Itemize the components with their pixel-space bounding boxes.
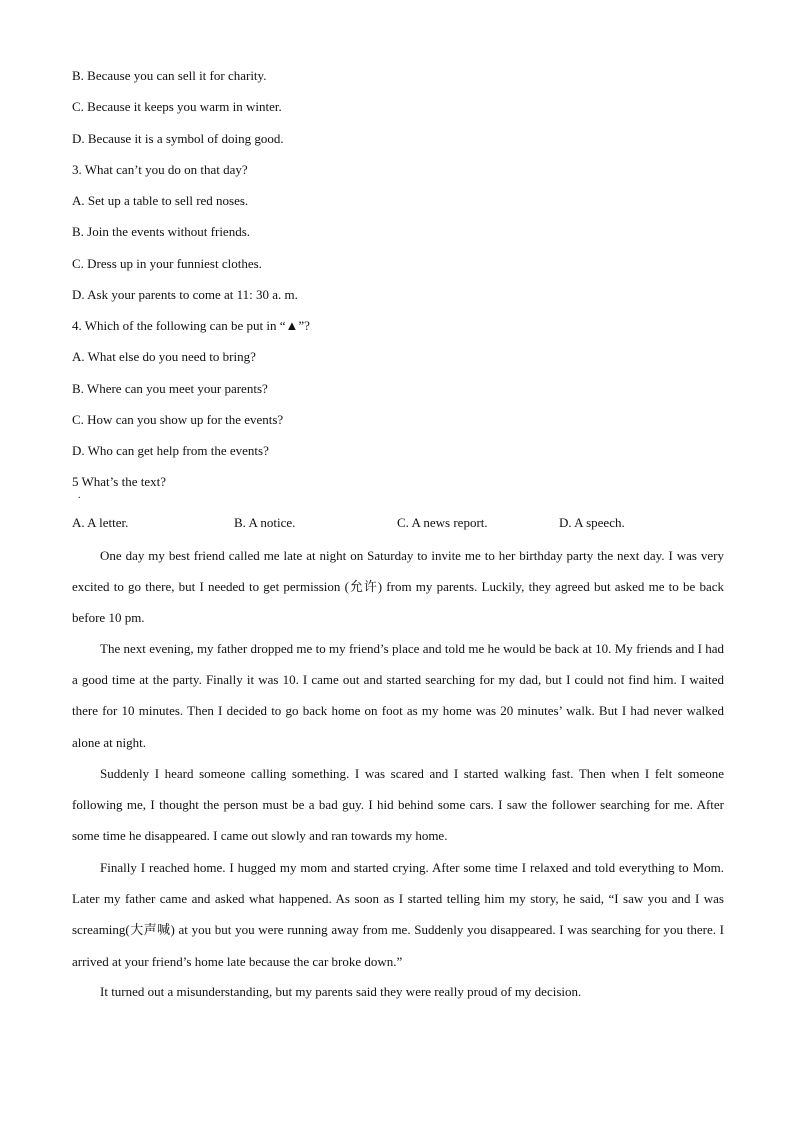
q2-option-c: C. Because it keeps you warm in winter.: [72, 99, 282, 114]
q5-stem-dot: .: [78, 490, 81, 501]
q5-option-c: C. A news report.: [397, 515, 488, 530]
q4-stem: 4. Which of the following can be put in “▲”?: [72, 318, 310, 333]
passage-paragraph-5: It turned out a misunderstanding, but my parents said they were really proud of my decision.: [100, 984, 582, 999]
q3-option-a: A. Set up a table to sell red noses.: [72, 193, 249, 208]
q4-option-b: B. Where can you meet your parents?: [72, 381, 268, 396]
q4-option-a: A. What else do you need to bring?: [72, 349, 256, 364]
passage-paragraph-1: One day my best friend called me late at night on Saturday to invite me to her birthday party the next day. I was very excited to go there, but I needed to get permission (允许) from my parents. Luckily, they agreed but asked me to be back before 10 pm.: [72, 548, 724, 626]
q4-option-d: D. Who can get help from the events?: [72, 443, 269, 458]
q3-option-d: D. Ask your parents to come at 11: 30 a. m.: [72, 287, 298, 302]
passage-paragraph-2: The next evening, my father dropped me to my friend’s place and told me he would be back at 10. My friends and I had a good time at the party. Finally it was 10. I came out and started searching for my dad, but I could not find him. I waited there for 10 minutes. Then I decided to go back home on foot as my home was 20 minutes’ walk. But I had never walked alone at night.: [72, 641, 724, 750]
q2-option-d: D. Because it is a symbol of doing good.: [72, 131, 284, 146]
q5-option-b: B. A notice.: [234, 515, 296, 530]
q5-option-a: A. A letter.: [72, 515, 129, 530]
q3-option-c: C. Dress up in your funniest clothes.: [72, 256, 262, 271]
q5-option-d: D. A speech.: [559, 515, 625, 530]
q4-option-c: C. How can you show up for the events?: [72, 412, 284, 427]
q3-option-b: B. Join the events without friends.: [72, 224, 251, 239]
passage-paragraph-3: Suddenly I heard someone calling something. I was scared and I started walking fast. Then when I felt someone following me, I thought the person must be a bad guy. I hid behind some cars. I saw the follower searching for me. After some time he disappeared. I came out slowly and ran towards my home.: [72, 766, 724, 844]
q5-stem: 5 What’s the text?: [72, 474, 166, 489]
passage-paragraph-4: Finally I reached home. I hugged my mom and started crying. After some time I relaxed and told everything to Mom. Later my father came and asked what happened. As soon as I started telling him my story, he said, “I saw you and I was screaming(大声喊) at you but you were running away from me. Suddenly you disappeared. I was searching for you there. I arrived at your friend’s home late because the car broke down.”: [72, 860, 724, 969]
q2-option-b: B. Because you can sell it for charity.: [72, 68, 267, 83]
q3-stem: 3. What can’t you do on that day?: [72, 162, 248, 177]
